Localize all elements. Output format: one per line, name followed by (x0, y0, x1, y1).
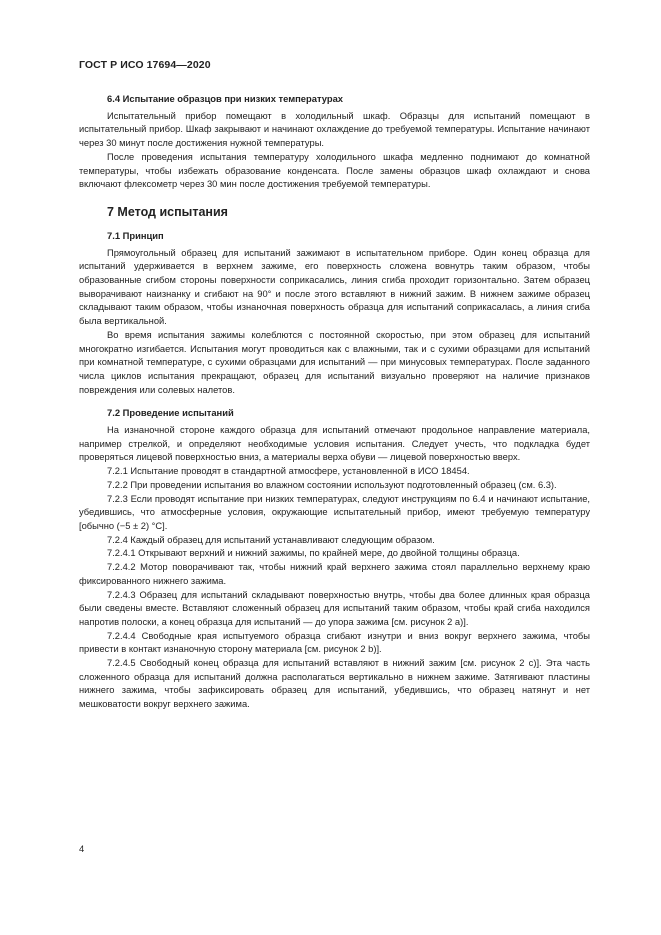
section-6-4-heading: 6.4 Испытание образцов при низких температурах (107, 93, 344, 104)
clause-7-2-4-5: 7.2.4.5 Свободный конец образца для испытаний вставляют в нижний зажим [см. рисунок 2 c)]. Эта часть сложенного образца для испытаний должна располагаться вертикально в нижнем зажиме. Затягивают пластины нижнего зажима, чтобы зафиксировать образец для испытаний, убедившись, что образец натянут и нет мешковатости вокруг верхнего зажима. (79, 658, 590, 710)
section-7-1-paragraph-2: Во время испытания зажимы колеблются с постоянной скоростью, при этом образец для испытаний многократно изгибается. Испытания могут проводиться как с влажными, так и с сухими образцами для испытаний при комнатной температуре, с сухими образцами для испытаний — при минусовых температурах. После заданного числа циклов испытания прекращают, образец для испытаний визуально проверяют на наличие признаков повреждения или солевых налетов. (79, 329, 590, 395)
clause-7-2-4-1: 7.2.4.1 Открывают верхний и нижний зажимы, по крайней мере, до двойной толщины образца. (107, 548, 520, 559)
clause-7-2-1: 7.2.1 Испытание проводят в стандартной атмосфере, установленной в ИСО 18454. (107, 466, 470, 477)
section-6-4-paragraph-1: Испытательный прибор помещают в холодильный шкаф. Образцы для испытаний помещают в испытательный прибор. Шкаф закрывают и начинают охлаждение до требуемой температуры. Испытание начинают через 30 минут после достижения нужной температуры. (79, 110, 590, 149)
page-number: 4 (79, 843, 85, 854)
section-7-1-heading: 7.1 Принцип (107, 229, 164, 241)
document-body (79, 92, 590, 712)
section-7-1-paragraph-1: Прямоугольный образец для испытаний зажимают в испытательном приборе. Один конец образца для испытаний удерживается в верхнем зажиме, его поверхность сложена вовнутрь таким образом, чтобы образованные сгибом стороны поверхности соприкасались, линия сгиба проходит горизонтально. Затем образец выворачивают наизнанку и сгибают на 90° и после этого вставляют в нижний зажим. В нижнем зажиме образец складывают таким образом, чтобы изнаночная поверхность образца для испытаний соприкасалась, а линия сгиба была вертикальной. (79, 247, 590, 327)
section-6-4-paragraph-2: После проведения испытания температуру холодильного шкафа медленно поднимают до комнатной температуры, чтобы избежать образование конденсата. После замены образцов шкаф охлаждают и снова включают флексометр через 30 мин после достижения требуемой температуры. (79, 151, 590, 190)
clause-7-2-4-4: 7.2.4.4 Свободные края испытуемого образца сгибают изнутри и вниз вокруг верхнего зажима, чтобы привести в контакт изнаночную сторону материала [см. рисунок 2 b)]. (79, 630, 590, 655)
clause-7-2-3: 7.2.3 Если проводят испытание при низких температурах, следуют инструкциям по 6.4 и начинают испытание, убедившись, что атмосферные условия, окружающие испытательный прибор, имеют требуемую температуру [обычно (−5 ± 2) °C]. (79, 493, 590, 531)
section-7-2-intro: На изнаночной стороне каждого образца для испытаний отмечают продольное направление материала, например стрелкой, и определяют необходимые условия испытания. Следует учесть, что подкладка будет проверяться лицевой поверхностью вниз, а материалы верха обуви — лицевой поверхностью вверх. (79, 425, 590, 463)
clause-7-2-4-3: 7.2.4.3 Образец для испытаний складывают поверхностью внутрь, чтобы два более длинных края образца были сведены вместе. Вставляют сложенный образец для испытаний таким образом, чтобы край сгиба находился напротив полоски, а конец образца для испытаний — до упора зажима [см. рисунок 2 a)]. (79, 589, 590, 627)
clause-7-2-2: 7.2.2 При проведении испытания во влажном состоянии используют подготовленный образец (см. 6.3). (107, 479, 557, 490)
section-7-heading: 7 Метод испытания (107, 204, 228, 219)
clause-7-2-4-2: 7.2.4.2 Мотор поворачивают так, чтобы нижний край верхнего зажима стоял параллельно верхнему краю фиксированного нижнего зажима. (79, 562, 590, 586)
document-code-header: ГОСТ Р ИСО 17694—2020 (79, 59, 211, 71)
clause-7-2-4: 7.2.4 Каждый образец для испытаний устанавливают следующим образом. (107, 534, 435, 545)
section-7-2-heading: 7.2 Проведение испытаний (107, 407, 234, 419)
